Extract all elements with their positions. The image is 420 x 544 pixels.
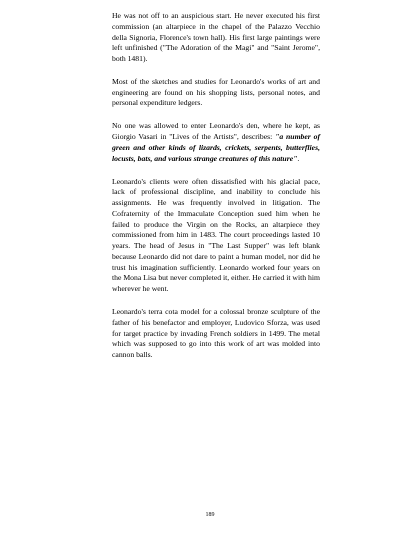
paragraph-vasari-den bbox=[112, 121, 320, 164]
body-text bbox=[112, 11, 320, 361]
vasari-intro-text: No one was allowed to enter Leonardo's den, where he kept, as Giorgio Vasari in "Lives of the Artists", describes: bbox=[112, 121, 320, 142]
paragraph-sforza-model: Leonardo's terra cota model for a colossal bronze sculpture of the father of his benefactor and employer, Ludovico Sforza, was used for target practice by invading French soldiers in 1499. The metal which was supposed to go into this work of art was molded into cannon balls. bbox=[112, 307, 320, 359]
paragraph-clients: Leonardo's clients were often dissatisfied with his glacial pace, lack of professional discipline, and inability to conclude his assignments. He was frequently involved in litigation. The Cofraternity of the Immaculate Conception sued him when he failed to produce the Virgin on the Rocks, an altarpiece they commissioned from him in 1483. The court proceedings lasted 10 years. The head of Jesus in "The Last Supper" was left blank because Leonardo did not dare to paint a human model, nor did he trust his imagination sufficiently. Leonardo worked four years on the Mona Lisa but never completed it, either. He carried it with him wherever he went. bbox=[112, 176, 320, 294]
page-number: 189 bbox=[205, 512, 215, 518]
vasari-quote-end: . bbox=[297, 153, 300, 163]
paragraph-unfinished-works: He was not off to an auspicious start. He never executed his first commission (an altarpiece in the chapel of the Palazzo Vecchio della Signoria, Florence's town hall). His first large paintings were left unfinished ("The Adoration of the Magi" and "Saint Jerome", both 1481). bbox=[112, 11, 320, 63]
vasari-quote: "a number of green and other kinds of lizards, crickets, serpents, butterflies, locusts, bats, and various strange creatures of this nature" bbox=[112, 132, 320, 163]
paragraph-sketches: Most of the sketches and studies for Leonardo's works of art and engineering are found on his shopping lists, personal notes, and personal expenditure ledgers. bbox=[112, 76, 320, 108]
